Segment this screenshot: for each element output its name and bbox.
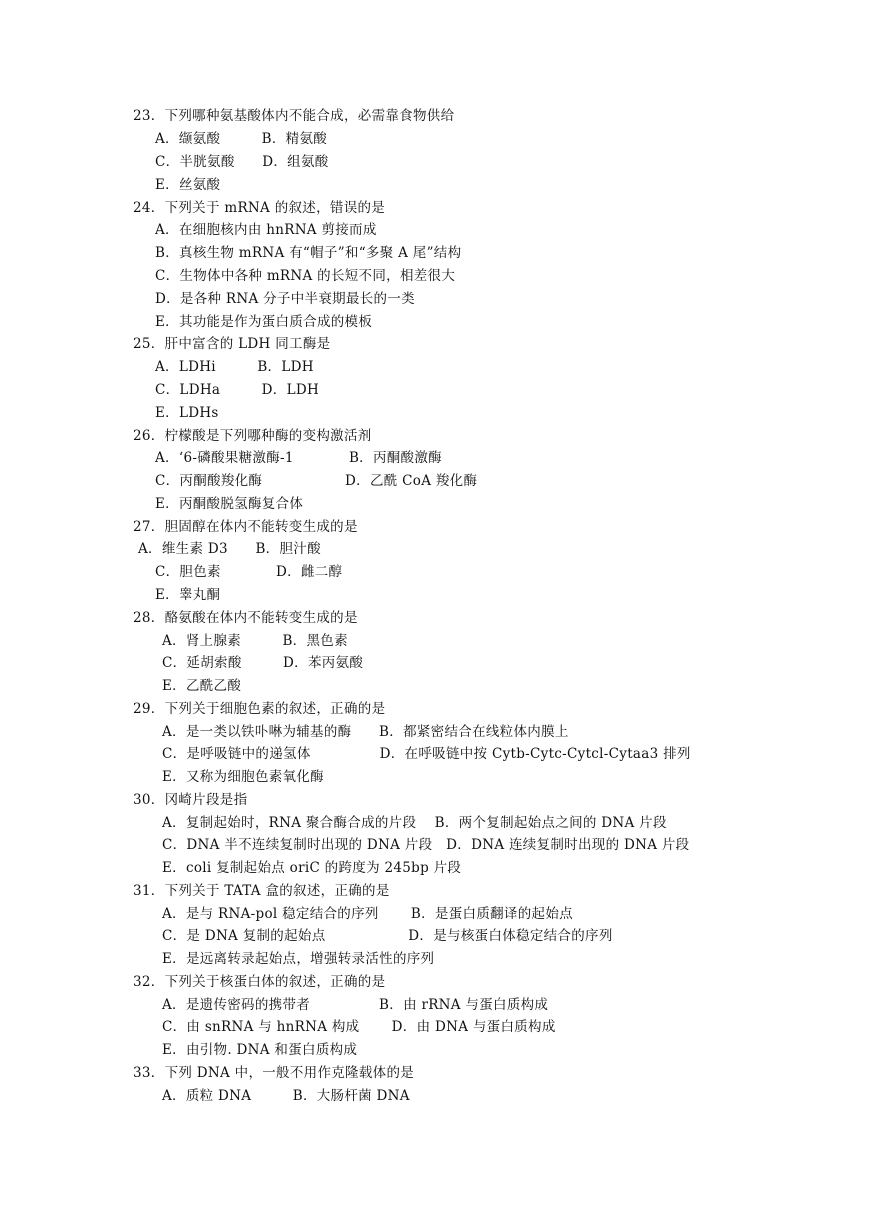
question-27-stem: 27．胆固醇在体内不能转变生成的是 (133, 519, 358, 535)
question-29-options-ab: A．是一类以铁卟啉为辅基的酶 B．都紧密结合在线粒体内膜上 (162, 724, 569, 740)
question-31-options-cd: C．是 DNA 复制的起始点 D．是与核蛋白体稳定结合的序列 (162, 928, 613, 944)
question-24-option-c: C．生物体中各种 mRNA 的长短不同，相差很大 (155, 268, 456, 284)
question-29-option-e: E．又称为细胞色素氧化酶 (162, 769, 324, 785)
question-23-options-ab: A．缬氨酸 B．精氨酸 (155, 131, 328, 147)
question-24-option-d: D．是各种 RNA 分子中半衰期最长的一类 (155, 291, 415, 307)
question-23-stem: 23．下列哪种氨基酸体内不能合成，必需靠食物供给 (133, 108, 455, 124)
question-25-options-ab: A．LDHi B．LDH (155, 359, 314, 375)
question-26-stem: 26．柠檬酸是下列哪种酶的变构激活剂 (133, 428, 372, 444)
question-28-stem: 28．酪氨酸在体内不能转变生成的是 (133, 610, 358, 626)
question-30-stem: 30．冈崎片段是指 (133, 792, 248, 808)
question-28-options-cd: C．延胡索酸 D．苯丙氨酸 (162, 655, 364, 671)
question-25-option-e: E．LDHs (155, 405, 219, 421)
question-24-option-e: E．其功能是作为蛋白质合成的模板 (155, 314, 373, 330)
question-30-options-ab: A．复制起始时，RNA 聚合酶合成的片段 B．两个复制起始点之间的 DNA 片段 (162, 815, 667, 831)
question-24-option-b: B．真核生物 mRNA 有“帽子”和“多聚 A 尾”结构 (155, 245, 462, 261)
question-30-options-cd: C．DNA 半不连续复制时出现的 DNA 片段 D．DNA 连续复制时出现的 DNA 片段 (162, 837, 690, 853)
question-27-options-ab: A．维生素 D3 B．胆汁酸 (138, 541, 321, 557)
question-25-stem: 25．肝中富含的 LDH 同工酶是 (133, 336, 331, 352)
question-33-stem: 33．下列 DNA 中，一般不用作克隆载体的是 (133, 1065, 415, 1081)
question-32-options-ab: A．是遗传密码的携带者 B．由 rRNA 与蛋白质构成 (162, 997, 549, 1013)
question-23-options-cd: C．半胱氨酸 D．组氨酸 (155, 154, 329, 170)
question-25-options-cd: C．LDHa D．LDH (155, 382, 320, 398)
question-30-option-e: E．coli 复制起始点 oriC 的跨度为 245bp 片段 (162, 860, 462, 876)
question-27-options-cd: C．胆色素 D．雌二醇 (155, 564, 343, 580)
question-24-stem: 24．下列关于 mRNA 的叙述，错误的是 (133, 200, 386, 216)
question-26-options-cd: C．丙酮酸羧化酶 D．乙酰 CoA 羧化酶 (155, 473, 478, 489)
question-31-stem: 31．下列关于 TATA 盒的叙述，正确的是 (133, 883, 390, 899)
question-29-options-cd: C．是呼吸链中的递氢体 D．在呼吸链中按 Cytb-Cytc-Cytcl-Cytaa3 排列 (162, 746, 691, 762)
question-31-options-ab: A．是与 RNA-pol 稳定结合的序列 B．是蛋白质翻译的起始点 (162, 906, 573, 922)
question-23-option-e: E．丝氨酸 (155, 177, 221, 193)
question-24-option-a: A．在细胞核内由 hnRNA 剪接而成 (155, 222, 377, 238)
question-26-options-ab: A．‘6-磷酸果糖激酶-1 B．丙酮酸激酶 (155, 450, 442, 466)
question-28-options-ab: A．肾上腺素 B．黑色素 (162, 633, 348, 649)
question-27-option-e: E．睾丸酮 (155, 587, 221, 603)
question-28-option-e: E．乙酰乙酸 (162, 678, 242, 694)
question-33-options-ab: A．质粒 DNA B．大肠杆菌 DNA (162, 1088, 410, 1104)
question-29-stem: 29．下列关于细胞色素的叙述，正确的是 (133, 701, 386, 717)
question-32-stem: 32．下列关于核蛋白体的叙述，正确的是 (133, 974, 386, 990)
question-32-option-e: E．由引物. DNA 和蛋白质构成 (162, 1042, 358, 1058)
question-32-options-cd: C．由 snRNA 与 hnRNA 构成 D．由 DNA 与蛋白质构成 (162, 1019, 556, 1035)
question-31-option-e: E．是远离转录起始点，增强转录活性的序列 (162, 951, 435, 967)
question-26-option-e: E．丙酮酸脱氢酶复合体 (155, 496, 304, 512)
